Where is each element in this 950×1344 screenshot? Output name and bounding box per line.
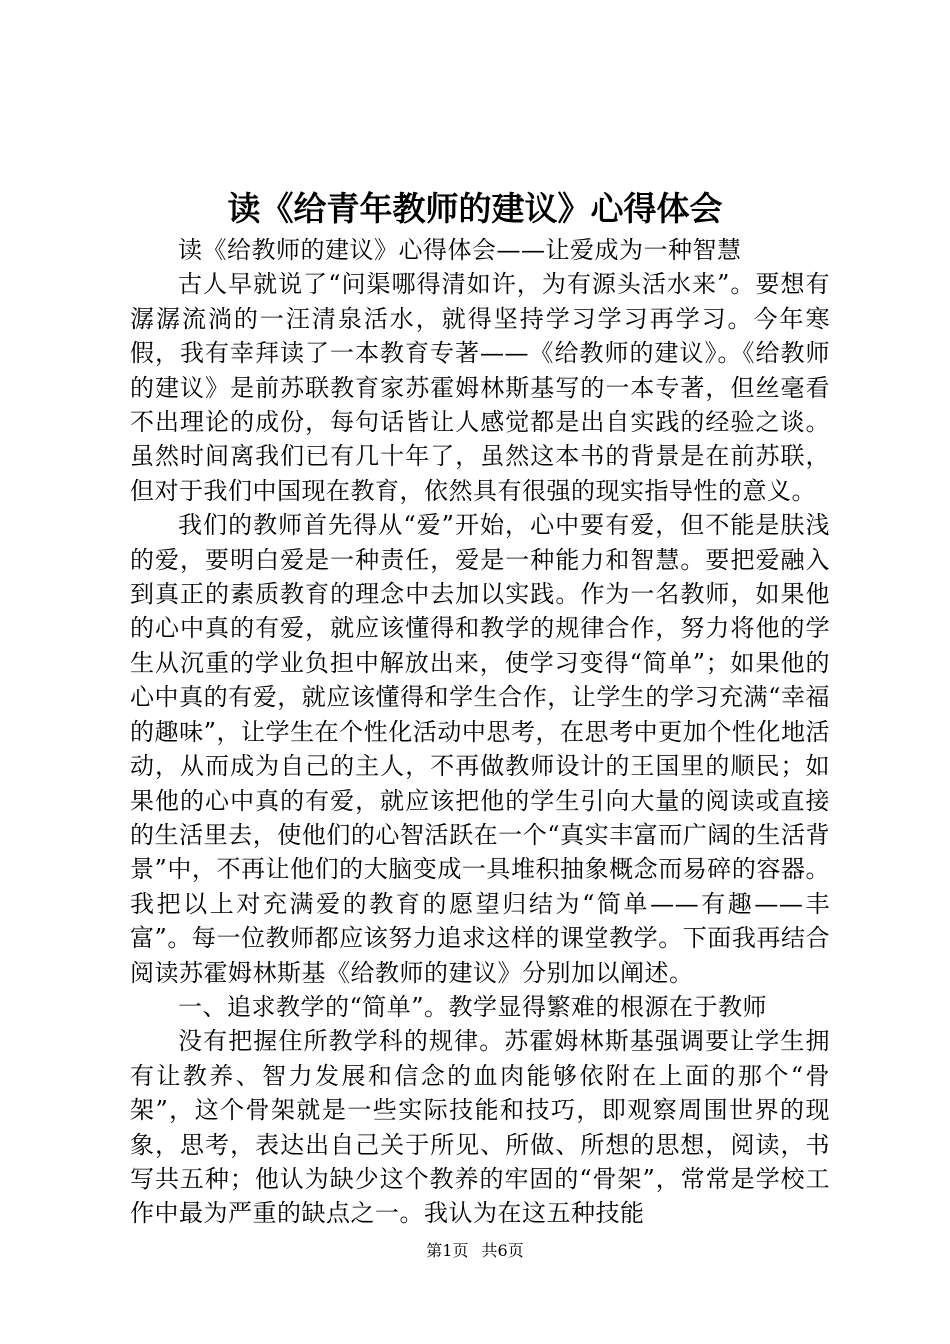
paragraph-section-one-body: 没有把握住所教学科的规律。苏霍姆林斯基强调要让学生拥有让教养、智力发展和信念的血肉能够依附在上面的那个“骨架”，这个骨架就是一些实际技能和技巧，即观察周围世界的现象，思考，表达出自己关于所见、所做、所想的思想，阅读，书写共五种；他认为缺少这个教养的牢固的“骨架”，常常是学校工作中最为严重的缺点之一。我认为在这五种技能 xyxy=(130,1027,830,1228)
paragraph-love: 我们的教师首先得从“爱”开始，心中要有爱，但不能是肤浅的爱，要明白爱是一种责任，爱是一种能力和智慧。要把爱融入到真正的素质教育的理念中去加以实践。作为一名教师，如果他的心中真的有爱，就应该懂得和教学的规律合作，努力将他的学生从沉重的学业负担中解放出来，使学习变得“简单”；如果他的心中真的有爱，就应该懂得和学生合作，让学生的学习充满“幸福的趣味”，让学生在个性化活动中思考，在思考中更加个性化地活动，从而成为自己的主人，不再做教师设计的王国里的顺民；如果他的心中真的有爱，就应该把他的学生引向大量的阅读或直接的生活里去，使他们的心智活跃在一个“真实丰富而广阔的生活背景”中，不再让他们的大脑变成一具堆积抽象概念而易碎的容器。我把以上对充满爱的教育的愿望归结为“简单——有趣——丰富”。每一位教师都应该努力追求这样的课堂教学。下面我再结合阅读苏霍姆林斯基《给教师的建议》分别加以阐述。 xyxy=(130,511,830,987)
document-title: 读《给青年教师的建议》心得体会 xyxy=(227,189,723,228)
document-body xyxy=(130,233,830,1231)
paragraph-intro: 古人早就说了“问渠哪得清如许，为有源头活水来”。要想有潺潺流淌的一汪清泉活水，就得坚持学习学习再学习。今年寒假，我有幸拜读了一本教育专著——《给教师的建议》。《给教师的建议》是前苏联教育家苏霍姆林斯基写的一本专著，但丝毫看不出理论的成份，每句话皆让人感觉都是出自实践的经验之谈。虽然时间离我们已有几十年了，虽然这本书的背景是在前苏联，但对于我们中国现在教育，依然具有很强的现实指导性的意义。 xyxy=(130,270,830,505)
subtitle-paragraph: 读《给教师的建议》心得体会——让爱成为一种智慧 xyxy=(178,236,742,264)
page-footer xyxy=(0,1240,950,1262)
page-total: 共6页 xyxy=(481,1241,524,1260)
page-number: 第1页 xyxy=(426,1241,469,1260)
paragraph-section-one-heading: 一、追求教学的“简单”。教学显得繁难的根源在于教师 xyxy=(178,992,768,1021)
